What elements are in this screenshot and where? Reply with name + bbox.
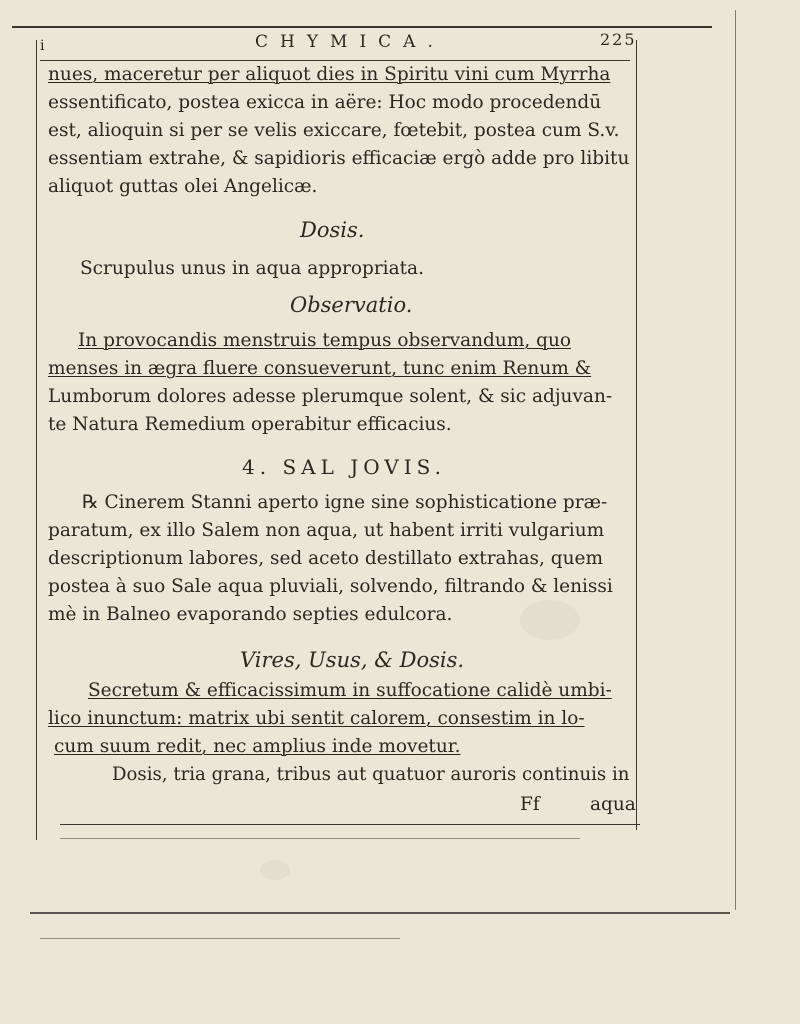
text-line: mè in Balneo evaporando septies edulcora. <box>48 604 453 625</box>
header-left-mark: i <box>40 38 45 54</box>
text-line: nues, maceretur per aliquot dies in Spiritu vini cum Myrrha <box>48 64 611 85</box>
right-margin-rule <box>636 40 637 830</box>
signature-mark: Ff <box>520 794 540 815</box>
observatio-heading: Observatio. <box>290 293 413 317</box>
right-outer-rule <box>735 10 736 910</box>
text-line: paratum, ex illo Salem non aqua, ut habent irriti vulgarium <box>48 520 605 541</box>
text-line: essentificato, postea exicca in aëre: Hoc modo procedendū <box>48 92 602 113</box>
text-line: postea à suo Sale aqua pluviali, solvendo, filtrando & lenissi <box>48 576 613 597</box>
text-line: menses in ægra fluere consueverunt, tunc enim Renum & <box>48 358 592 379</box>
bottom-page-rule <box>60 838 580 839</box>
dosis-text: Scrupulus unus in aqua appropriata. <box>80 258 424 279</box>
text-line: ℞ Cinerem Stanni aperto igne sine sophisticatione præ- <box>82 492 608 513</box>
text-line: descriptionum labores, sed aceto destillato extrahas, quem <box>48 548 604 569</box>
catchword: aqua <box>590 794 636 815</box>
vires-heading: Vires, Usus, & Dosis. <box>240 648 465 672</box>
text-line: est, alioquin si per se velis exiccare, fœtebit, postea cum S.v. <box>48 120 620 141</box>
text-line: Secretum & efficacissimum in suffocatione calidè umbi- <box>88 680 612 701</box>
base-rule <box>30 912 730 914</box>
text-line: Lumborum dolores adesse plerumque solent, & sic adjuvan- <box>48 386 613 407</box>
running-title: CHYMICA. <box>255 32 445 52</box>
text-line: aliquot guttas olei Angelicæ. <box>48 176 318 197</box>
text-line: essentiam extrahe, & sapidioris efficaciæ ergò adde pro libitu <box>48 148 630 169</box>
text-line: Dosis, tria grana, tribus aut quatuor auroris continuis in <box>112 764 630 785</box>
running-header <box>40 28 640 64</box>
text-line: te Natura Remedium operabitur efficacius. <box>48 414 452 435</box>
dosis-heading: Dosis. <box>300 218 365 242</box>
bottom-rule <box>60 824 640 825</box>
paper-stain <box>520 600 580 640</box>
text-line: In provocandis menstruis tempus observandum, quo <box>78 330 572 351</box>
text-line: lico inunctum: matrix ubi sentit calorem, consestim in lo- <box>48 708 585 729</box>
lower-rule <box>40 938 400 939</box>
left-margin-rule <box>36 40 37 840</box>
text-line: cum suum redit, nec amplius inde movetur. <box>54 736 461 757</box>
page-number: 225 <box>600 30 637 49</box>
section-heading: 4. SAL JOVIS. <box>242 455 446 479</box>
paper-stain <box>260 860 290 880</box>
